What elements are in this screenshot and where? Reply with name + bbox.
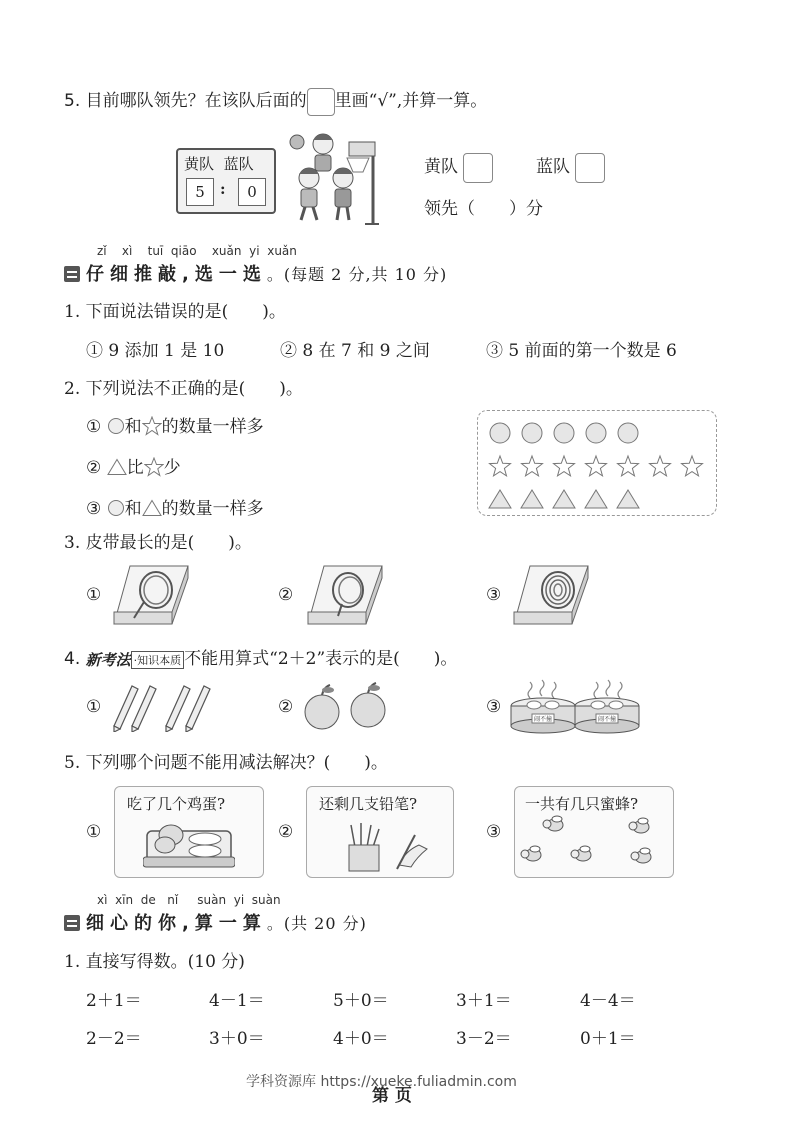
s2-q1-option-1[interactable]: ① 9 添加 1 是 10 [86,341,225,361]
section-list-icon [64,266,80,282]
two-apples-illustration [302,680,390,732]
s2-q4-option-3-label[interactable]: ③ [486,697,502,717]
panel-star [650,456,671,476]
four-pencils-illustration [112,680,216,732]
panel-circle [490,423,510,443]
egg-box-illustration [143,821,235,871]
section-list-icon [64,915,80,931]
panel-star [554,456,575,476]
belt-box-2-illustration [306,562,384,628]
pencil-cup-illustration [343,821,433,873]
circle-icon [107,417,125,435]
triangle-icon [142,499,162,517]
shape-count-panel [477,410,717,516]
bees-illustration [519,815,669,875]
s2-q3-text: 3. 皮带最长的是( )。 [64,533,252,553]
panel-star [490,456,511,476]
panel-circle [554,423,574,443]
panel-star [618,456,639,476]
eggs-question-caption: 吃了几个鸡蛋? [127,795,226,813]
panel-star [586,456,607,476]
pencils-picture-card [306,786,454,878]
s2-q2-option-1[interactable]: ① 和 的数量一样多 [86,417,264,437]
s2-q2-option-2[interactable]: ② 比 少 [86,458,181,478]
s2-q2-option-3[interactable]: ③ 和 的数量一样多 [86,499,264,519]
s2-q5-option-2-label[interactable]: ② [278,822,294,842]
scoreboard-team-a: 黄队 [184,155,215,173]
equation: 3＋0＝ [209,1029,265,1049]
s2-q4-option-2-label[interactable]: ② [278,697,294,717]
knowledge-essence-tag: ·知识本质 [131,651,185,669]
panel-star [682,456,703,476]
equation: 4－4＝ [580,991,636,1011]
circle-icon [107,499,125,517]
section3-title: 细心的你,算一算 [86,913,267,934]
s2-q5-text: 5. 下列哪个问题不能用减法解决？( )。 [64,753,388,773]
watermark-text: 学科资源库 https://xueke.fuliadmin.com [246,1074,517,1090]
s2-q1-option-2[interactable]: ② 8 在 7 和 9 之间 [280,341,430,361]
star-icon [144,457,164,477]
s2-q4-text: 4. 新考法 ·知识本质 不能用算式“2＋2”表示的是( )。 [64,649,458,669]
s2-q3-option-1-label[interactable]: ① [86,585,102,605]
bees-question-caption: 一共有几只蜜蜂? [525,795,639,813]
s2-q5-option-1-label[interactable]: ① [86,822,102,842]
equation: 4－1＝ [209,991,265,1011]
shape-count-figure [478,411,716,515]
team-b-check-box[interactable] [575,153,605,183]
s2-q5-option-3-label[interactable]: ③ [486,822,502,842]
basketball-kids-illustration [285,128,380,226]
score-a: 5 [186,178,214,206]
panel-star [522,456,543,476]
panel-triangle [553,490,575,508]
panel-circle [522,423,542,443]
steamer-label-right: 闹不撞 [597,716,617,723]
s2-q1-text: 1. 下面说法错误的是( )。 [64,302,286,322]
s2-q3-option-2-label[interactable]: ② [278,585,294,605]
panel-triangle [489,490,511,508]
pencils-question-caption: 还剩几支铅笔? [319,795,418,813]
new-method-tag: 新考法 [85,651,131,669]
equation: 4＋0＝ [333,1029,389,1049]
panel-triangle [521,490,543,508]
equation: 2＋1＝ [86,991,142,1011]
steamer-buns-illustration [508,678,642,736]
page-number-label: 第 页 [372,1086,412,1106]
eggs-picture-card [114,786,264,878]
q5-top-prompt: 5. 目前哪队领先？在该队后面的 里画“√”,并算一算。 [64,86,487,116]
s2-q1-option-3[interactable]: ③ 5 前面的第一个数是 6 [486,341,677,361]
answer-team-b-row: 蓝队 [536,152,605,183]
section2-pinyin: zǐ xì tuī qiāo xuǎn yi xuǎn [97,244,297,258]
lead-points-blank: 领先（ ）分 [424,199,543,219]
section3-header [64,909,367,935]
panel-triangle [585,490,607,508]
section3-note: 。(共 20 分) [266,914,367,933]
section3-pinyin: xì xīn de nǐ suàn yi suàn [97,893,281,907]
equation: 2－2＝ [86,1029,142,1049]
panel-circle [586,423,606,443]
belt-box-3-illustration [512,562,590,628]
inline-checkbox [307,88,335,116]
s2-q2-text: 2. 下列说法不正确的是( )。 [64,379,303,399]
panel-triangle [617,490,639,508]
section2-title: 仔细推敲,选一选 [86,264,267,285]
s2-q3-option-3-label[interactable]: ③ [486,585,502,605]
team-a-check-box[interactable] [463,153,493,183]
equation: 5＋0＝ [333,991,389,1011]
s2-q4-option-1-label[interactable]: ① [86,697,102,717]
section2-header [64,260,447,286]
score-colon: : [220,180,226,198]
equation: 3＋1＝ [456,991,512,1011]
star-icon [142,416,162,436]
score-b: 0 [238,178,266,206]
steamer-label-left: 闹不撞 [533,716,553,723]
section2-note: 。(每题 2 分,共 10 分) [266,265,448,284]
equation: 0＋1＝ [580,1029,636,1049]
equation: 3－2＝ [456,1029,512,1049]
scoreboard [176,148,276,214]
belt-box-1-illustration [112,562,190,628]
s3-q1-text: 1. 直接写得数。(10 分) [64,952,245,972]
scoreboard-team-b: 蓝队 [223,155,254,173]
bees-picture-card [514,786,674,878]
triangle-icon [107,458,127,476]
answer-team-a-row: 黄队 [424,152,493,183]
panel-circle [618,423,638,443]
